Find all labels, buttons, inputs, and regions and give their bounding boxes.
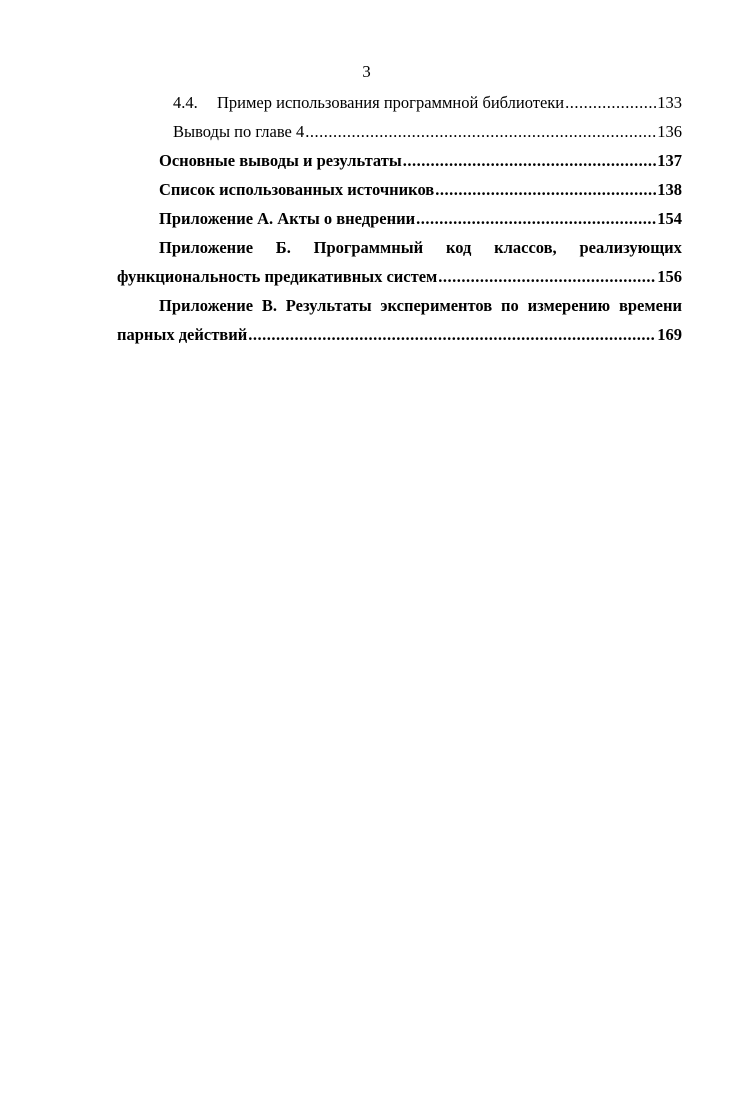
toc-entry-title-line1 <box>117 291 682 320</box>
toc-entry-page: 133 <box>657 93 682 112</box>
dot-leader <box>248 320 656 349</box>
toc-entry-page: 156 <box>657 267 682 286</box>
toc-entry-title: Приложение А. Акты о внедрении <box>159 209 416 228</box>
dot-leader <box>305 117 656 146</box>
dot-leader <box>565 88 656 117</box>
toc-entry-page: 136 <box>657 122 682 141</box>
toc-word: экспериментов <box>380 296 493 315</box>
toc-entry-appendix-b[interactable] <box>117 233 682 291</box>
toc-entry-title: Основные выводы и результаты <box>159 151 402 170</box>
toc-word: реализующих <box>579 238 682 257</box>
toc-entry-number: 4.4. <box>173 93 198 112</box>
toc-word: Приложение <box>159 296 254 315</box>
toc-entry-page: 169 <box>657 325 682 344</box>
toc-entry-text: Пример использования программной библиотеки <box>217 93 565 112</box>
toc-entry-title <box>173 88 564 117</box>
toc-word: Результаты <box>285 296 372 315</box>
toc-word: В. <box>261 296 277 315</box>
table-of-contents <box>117 88 682 349</box>
toc-entry-appendix-c[interactable] <box>117 291 682 349</box>
toc-entry-conclusions-ch4[interactable] <box>117 117 682 146</box>
toc-word: времени <box>618 296 682 315</box>
toc-entry-title-line2 <box>117 262 682 291</box>
toc-entry-4-4[interactable] <box>117 88 682 117</box>
toc-word: Б. <box>275 238 291 257</box>
dot-leader <box>435 175 656 204</box>
toc-word: классов, <box>494 238 557 257</box>
toc-entry-appendix-a[interactable] <box>117 204 682 233</box>
toc-word: измерению <box>527 296 611 315</box>
toc-entry-title: Список использованных источников <box>159 180 435 199</box>
toc-entry-page: 137 <box>657 151 682 170</box>
toc-entry-title: функциональность предикативных систем <box>117 267 438 286</box>
toc-entry-references[interactable] <box>117 175 682 204</box>
toc-word: Приложение <box>159 238 254 257</box>
toc-word: по <box>500 296 519 315</box>
toc-entry-title: Выводы по главе 4 <box>173 122 305 141</box>
toc-entry-main-conclusions[interactable] <box>117 146 682 175</box>
toc-word: код <box>445 238 472 257</box>
toc-entry-title-line1 <box>117 233 682 262</box>
toc-entry-title: парных действий <box>117 325 248 344</box>
toc-entry-page: 154 <box>657 209 682 228</box>
page-number: 3 <box>362 62 371 81</box>
dot-leader <box>438 262 656 291</box>
toc-word: Программный <box>313 238 424 257</box>
dot-leader <box>403 146 657 175</box>
dot-leader <box>416 204 656 233</box>
toc-entry-title-line2 <box>117 320 682 349</box>
toc-entry-page: 138 <box>657 180 682 199</box>
